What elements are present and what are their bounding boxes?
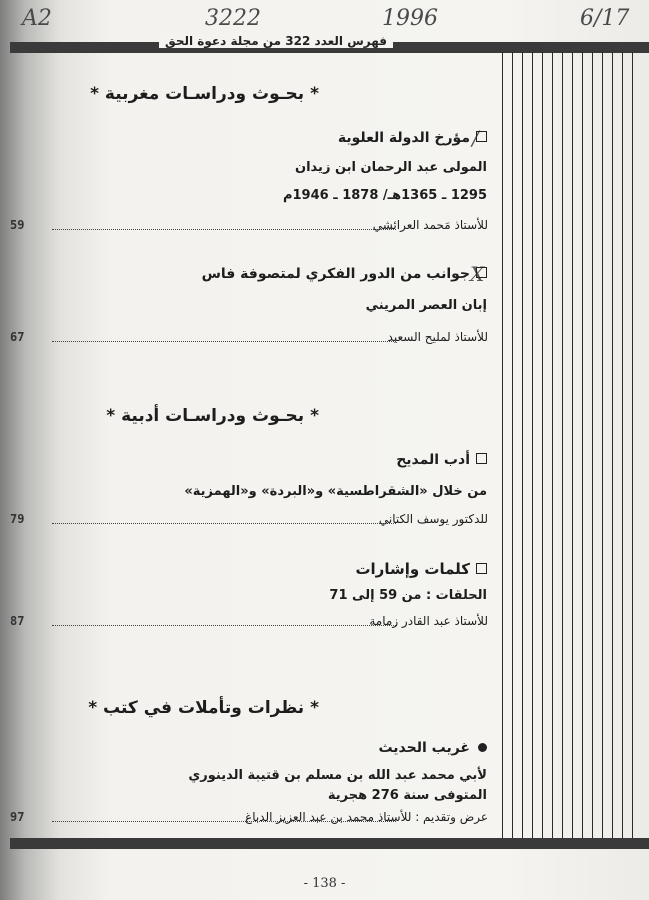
entry-title: مؤرخ الدولة العلوية [338, 130, 487, 146]
dotted-leader [52, 341, 396, 342]
page-reference: 87 [10, 614, 25, 628]
entry-title: كلمات وإشارات [355, 560, 487, 578]
entry-author-row [10, 614, 488, 630]
handwritten-ref-number: 3222 [205, 6, 261, 31]
entry-author: للدكتور يوسف الكتاني [378, 512, 488, 526]
entry-title: أدب المديح [396, 452, 487, 468]
entry-author-row [10, 330, 488, 346]
section-heading-book-reviews: * نظرات وتأملات في كتب * [88, 698, 319, 718]
checkbox-icon [476, 267, 487, 278]
entry-subtitle: الحلقات : من 59 إلى 71 [329, 588, 487, 603]
entry-subtitle: من خلال «الشقراطسية» و«البردة» و«الهمزية» [184, 484, 487, 499]
handwritten-ref-right: 6/17 [580, 6, 630, 31]
entry-author-row [10, 218, 488, 234]
page-reference: 79 [10, 512, 25, 526]
entry-detail: المتوفى سنة 276 هجرية [327, 788, 487, 803]
decorative-vertical-lines [502, 52, 642, 838]
section-heading-moroccan-studies: * بحـوث ودراسـات مغربية * [90, 84, 319, 104]
page-number: - 138 - [303, 876, 346, 891]
page-reference: 97 [10, 810, 25, 824]
checkbox-icon [476, 131, 487, 142]
entry-author: عرض وتقديم : للأستاذ محمد بن عبد العزيز الدباغ [245, 810, 488, 824]
dotted-leader [52, 229, 396, 230]
handwritten-mark: X [470, 262, 485, 286]
entry-author: للأستاذ عبد القادر زمامة [369, 614, 488, 628]
section-heading-literary-studies: * بحـوث ودراسـات أدبية * [106, 406, 319, 426]
entry-author: للأستاذ مَحمد العرائشي [372, 218, 488, 232]
checkbox-icon [476, 453, 487, 464]
entry-subtitle: إبان العصر المريني [365, 298, 487, 313]
bullet-icon [478, 743, 487, 752]
dotted-leader [52, 523, 396, 524]
entry-subtitle: المولى عبد الرحمان ابن زيدان [295, 160, 487, 175]
entry-author: للأستاذ لمليح السعيد [387, 330, 488, 344]
footer-rule [10, 838, 649, 849]
checkbox-icon [476, 563, 487, 574]
dotted-leader [52, 625, 396, 626]
page-reference: 59 [10, 218, 25, 232]
entry-title: جوانب من الدور الفكري لمتصوفة فاس [202, 266, 487, 282]
entry-author-row [10, 512, 488, 528]
handwritten-mark: / [472, 126, 479, 150]
entry-author-row [10, 810, 488, 826]
entry-title: غريب الحديث [378, 740, 487, 756]
page-reference: 67 [10, 330, 25, 344]
entry-dates: 1295 ـ 1365هـ/ 1878 ـ 1946م [282, 188, 487, 203]
handwritten-year: 1996 [382, 6, 438, 31]
entry-subtitle: لأبي محمد عبد الله بن مسلم بن قتيبة الدينوري [188, 768, 487, 783]
header-title: فهرس العدد 322 من مجلة دعوة الحق [159, 34, 393, 48]
handwritten-ref-left: A2 [22, 6, 52, 31]
